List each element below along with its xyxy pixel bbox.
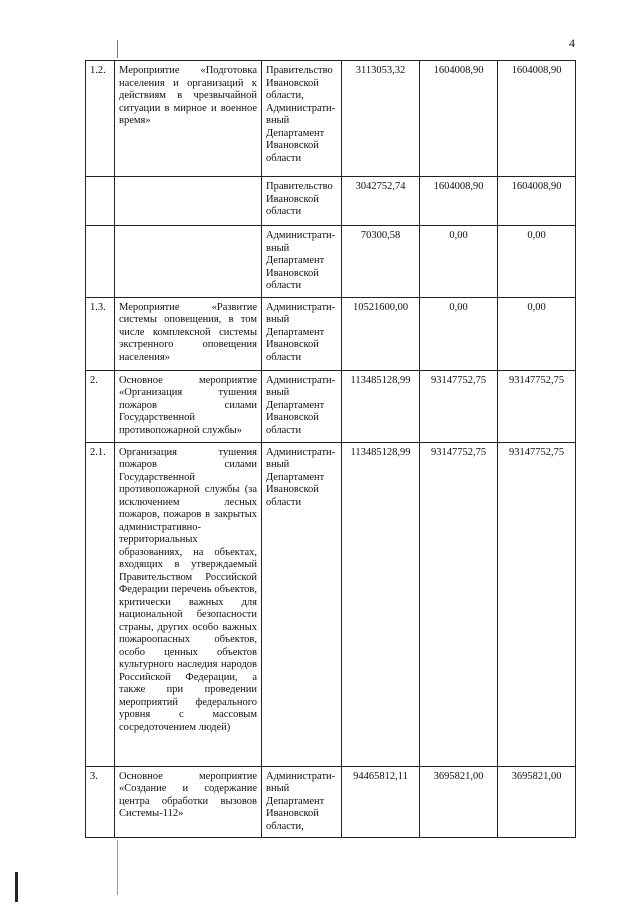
amount-cell-1: 113485128,99: [342, 370, 420, 442]
amount-cell-3: 1604008,90: [498, 61, 576, 177]
amount-cell-3: 1604008,90: [498, 177, 576, 226]
margin-tick-mark: [117, 40, 118, 58]
row-number: 1.3.: [86, 297, 115, 370]
amount-cell-1: 113485128,99: [342, 442, 420, 766]
amount-cell-2: 0,00: [420, 297, 498, 370]
table-row: [86, 370, 576, 442]
activity-name: Основное мероприятие «Создание и содержание центра обработки вызовов Системы-112»: [115, 766, 262, 838]
amount-cell-2: 1604008,90: [420, 61, 498, 177]
scan-edge-mark: [15, 872, 18, 902]
table-row: [86, 61, 576, 177]
row-number: [86, 226, 115, 298]
amount-cell-1: 10521600,00: [342, 297, 420, 370]
amount-cell-2: 1604008,90: [420, 177, 498, 226]
amount-cell-2: 0,00: [420, 226, 498, 298]
margin-fold-line: [117, 840, 118, 895]
executor-cell: Правительство Ивановской области: [262, 177, 342, 226]
amount-cell-3: 3695821,00: [498, 766, 576, 838]
amount-cell-2: 3695821,00: [420, 766, 498, 838]
amount-cell-3: 0,00: [498, 226, 576, 298]
table-row: [86, 297, 576, 370]
amount-cell-3: 93147752,75: [498, 442, 576, 766]
activity-name: [115, 177, 262, 226]
executor-cell: Административный Департамент Ивановской области,: [262, 766, 342, 838]
row-number: [86, 177, 115, 226]
activity-name: Мероприятие «Развитие системы оповещения, в том числе комплексной системы экстренного оповещения населения»: [115, 297, 262, 370]
executor-cell: Административный Департамент Ивановской области: [262, 297, 342, 370]
row-number: 3.: [86, 766, 115, 838]
activity-name: Организация тушения пожаров силами Государственной противопожарной службы (за исключением лесных пожаров, пожаров в закрытых административно-территориальных образованиях, на объектах, входящих в утверждаемый Правительством Российской Федерации перечень объектов, критически важных для национальной безопасности страны, других особо важных пожароопасных объектов, особо ценных объектов культурного наследия народов Российской Федерации, а также при проведении мероприятий федерального уровня с массовым сосредоточением людей): [115, 442, 262, 766]
amount-cell-1: 3042752,74: [342, 177, 420, 226]
budget-table: [85, 60, 576, 838]
amount-cell-3: 0,00: [498, 297, 576, 370]
amount-cell-2: 93147752,75: [420, 442, 498, 766]
row-number: 2.1.: [86, 442, 115, 766]
executor-cell: Административный Департамент Ивановской области: [262, 226, 342, 298]
activity-name: [115, 226, 262, 298]
page-number: 4: [569, 36, 575, 50]
amount-cell-2: 93147752,75: [420, 370, 498, 442]
amount-cell-3: 93147752,75: [498, 370, 576, 442]
executor-cell: Административный Департамент Ивановской области: [262, 442, 342, 766]
amount-cell-1: 94465812,11: [342, 766, 420, 838]
row-number: 2.: [86, 370, 115, 442]
activity-name: Основное мероприятие «Организация тушения пожаров силами Государственной противопожарной службы»: [115, 370, 262, 442]
table-row: [86, 226, 576, 298]
row-number: 1.2.: [86, 61, 115, 177]
amount-cell-1: 3113053,32: [342, 61, 420, 177]
activity-name: Мероприятие «Подготовка населения и организаций к действиям в чрезвычайной ситуации в мирное и военное время»: [115, 61, 262, 177]
executor-cell: Административный Департамент Ивановской области: [262, 370, 342, 442]
executor-cell: Правительство Ивановской области, Административный Департамент Ивановской области: [262, 61, 342, 177]
table-row: [86, 442, 576, 766]
table-row: [86, 766, 576, 838]
amount-cell-1: 70300,58: [342, 226, 420, 298]
table-row: [86, 177, 576, 226]
